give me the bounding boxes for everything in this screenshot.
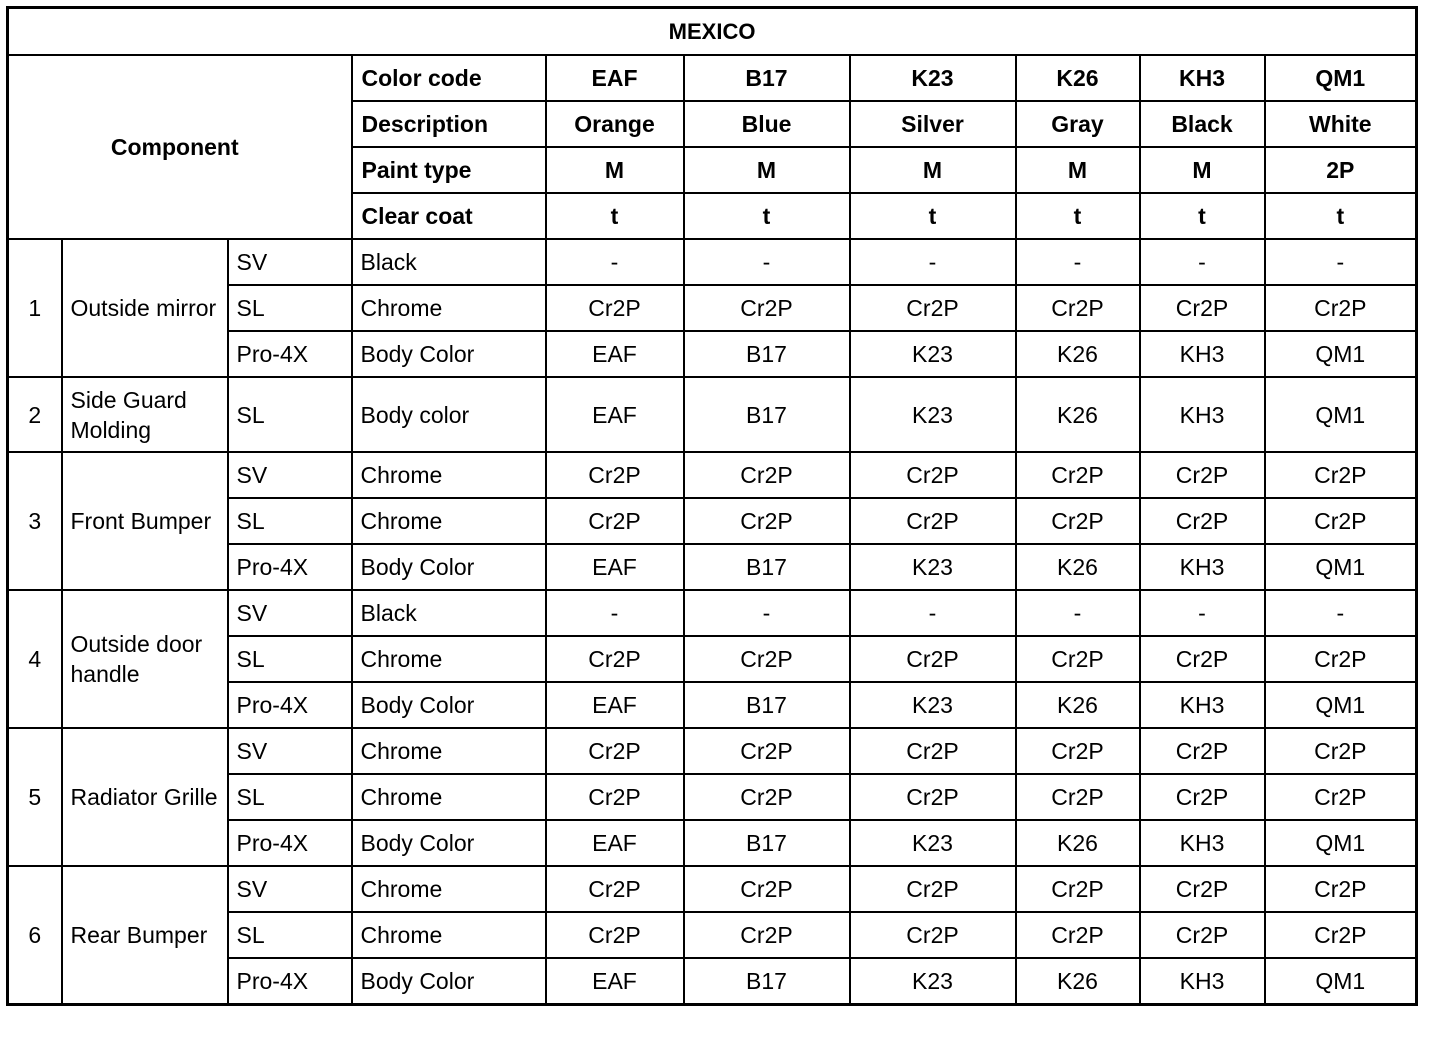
value-cell: - [1016,239,1140,285]
value-cell: Cr2P [684,636,850,682]
header-label: Description [352,101,546,147]
component-name: Outside mirror [62,239,228,377]
header-value: M [684,147,850,193]
value-cell: Cr2P [546,636,684,682]
finish-cell: Body Color [352,544,546,590]
header-label: Clear coat [352,193,546,239]
grade-cell: SL [228,774,352,820]
value-cell: Cr2P [1140,728,1265,774]
finish-cell: Chrome [352,636,546,682]
component-number: 5 [8,728,62,866]
value-cell: Cr2P [850,636,1016,682]
header-value: t [546,193,684,239]
value-cell: Cr2P [1016,636,1140,682]
value-cell: KH3 [1140,331,1265,377]
paint-color-table [6,6,1418,1006]
value-cell: Cr2P [1016,285,1140,331]
header-value: M [1140,147,1265,193]
value-cell: - [546,590,684,636]
value-cell: K23 [850,682,1016,728]
header-value: Silver [850,101,1016,147]
header-value: t [684,193,850,239]
header-value: t [1265,193,1417,239]
value-cell: KH3 [1140,820,1265,866]
value-cell: QM1 [1265,820,1417,866]
value-cell: Cr2P [1140,452,1265,498]
value-cell: Cr2P [850,912,1016,958]
value-cell: EAF [546,958,684,1005]
component-number: 2 [8,377,62,452]
header-value: Gray [1016,101,1140,147]
value-cell: KH3 [1140,544,1265,590]
value-cell: QM1 [1265,682,1417,728]
value-cell: Cr2P [850,774,1016,820]
component-name: Outside door handle [62,590,228,728]
header-value: Black [1140,101,1265,147]
grade-cell: Pro-4X [228,820,352,866]
value-cell: Cr2P [1140,912,1265,958]
value-cell: K23 [850,820,1016,866]
value-cell: B17 [684,682,850,728]
value-cell: Cr2P [1265,728,1417,774]
finish-cell: Chrome [352,285,546,331]
table-row [8,590,1417,636]
value-cell: Cr2P [1016,452,1140,498]
value-cell: KH3 [1140,682,1265,728]
table-body [8,8,1417,1005]
grade-cell: SV [228,452,352,498]
value-cell: - [850,239,1016,285]
value-cell: Cr2P [684,774,850,820]
value-cell: Cr2P [850,285,1016,331]
grade-cell: Pro-4X [228,544,352,590]
header-value: M [546,147,684,193]
value-cell: K26 [1016,958,1140,1005]
value-cell: QM1 [1265,331,1417,377]
value-cell: Cr2P [1265,774,1417,820]
header-value: M [850,147,1016,193]
component-number: 3 [8,452,62,590]
finish-cell: Chrome [352,498,546,544]
value-cell: Cr2P [546,866,684,912]
header-value: KH3 [1140,55,1265,101]
value-cell: Cr2P [1016,866,1140,912]
value-cell: Cr2P [1265,866,1417,912]
value-cell: - [684,239,850,285]
finish-cell: Body color [352,377,546,452]
finish-cell: Body Color [352,820,546,866]
grade-cell: SL [228,377,352,452]
grade-cell: SL [228,636,352,682]
value-cell: QM1 [1265,377,1417,452]
finish-cell: Chrome [352,452,546,498]
value-cell: - [1265,590,1417,636]
value-cell: KH3 [1140,958,1265,1005]
table-title: MEXICO [8,8,1417,56]
finish-cell: Chrome [352,912,546,958]
value-cell: Cr2P [1265,636,1417,682]
header-value: 2P [1265,147,1417,193]
value-cell: B17 [684,544,850,590]
finish-cell: Black [352,590,546,636]
component-name: Radiator Grille [62,728,228,866]
grade-cell: SL [228,912,352,958]
value-cell: EAF [546,377,684,452]
finish-cell: Chrome [352,774,546,820]
value-cell: - [1016,590,1140,636]
value-cell: Cr2P [1265,452,1417,498]
title-row [8,8,1417,56]
grade-cell: SV [228,590,352,636]
value-cell: Cr2P [546,728,684,774]
value-cell: B17 [684,820,850,866]
value-cell: Cr2P [684,498,850,544]
component-number: 6 [8,866,62,1005]
component-name: Front Bumper [62,452,228,590]
value-cell: Cr2P [684,728,850,774]
value-cell: Cr2P [1265,285,1417,331]
value-cell: QM1 [1265,958,1417,1005]
grade-cell: SV [228,728,352,774]
header-value: t [850,193,1016,239]
value-cell: - [1140,239,1265,285]
header-value: t [1016,193,1140,239]
header-value: B17 [684,55,850,101]
value-cell: K23 [850,331,1016,377]
table-row [8,239,1417,285]
value-cell: K23 [850,544,1016,590]
value-cell: B17 [684,331,850,377]
finish-cell: Chrome [352,728,546,774]
table-row [8,728,1417,774]
value-cell: Cr2P [1140,866,1265,912]
value-cell: K26 [1016,331,1140,377]
value-cell: EAF [546,331,684,377]
value-cell: Cr2P [850,452,1016,498]
value-cell: Cr2P [546,774,684,820]
value-cell: K26 [1016,377,1140,452]
value-cell: Cr2P [684,912,850,958]
header-value: EAF [546,55,684,101]
header-value: QM1 [1265,55,1417,101]
value-cell: - [1140,590,1265,636]
finish-cell: Body Color [352,682,546,728]
value-cell: K23 [850,377,1016,452]
value-cell: EAF [546,544,684,590]
value-cell: Cr2P [1265,498,1417,544]
table-row [8,377,1417,452]
header-value: K26 [1016,55,1140,101]
value-cell: Cr2P [684,285,850,331]
value-cell: - [684,590,850,636]
grade-cell: SL [228,285,352,331]
grade-cell: Pro-4X [228,958,352,1005]
grade-cell: SV [228,239,352,285]
grade-cell: Pro-4X [228,682,352,728]
finish-cell: Black [352,239,546,285]
value-cell: Cr2P [684,866,850,912]
grade-cell: SL [228,498,352,544]
value-cell: Cr2P [1265,912,1417,958]
grade-cell: Pro-4X [228,331,352,377]
value-cell: K26 [1016,682,1140,728]
value-cell: B17 [684,377,850,452]
component-number: 1 [8,239,62,377]
header-value: K23 [850,55,1016,101]
value-cell: Cr2P [1140,285,1265,331]
header-label: Paint type [352,147,546,193]
value-cell: K23 [850,958,1016,1005]
component-header: Component [8,55,352,239]
component-name: Side Guard Molding [62,377,228,452]
value-cell: Cr2P [1016,498,1140,544]
finish-cell: Body Color [352,958,546,1005]
component-name: Rear Bumper [62,866,228,1005]
value-cell: QM1 [1265,544,1417,590]
value-cell: Cr2P [546,498,684,544]
value-cell: Cr2P [1140,774,1265,820]
value-cell: EAF [546,820,684,866]
finish-cell: Chrome [352,866,546,912]
value-cell: EAF [546,682,684,728]
table-row [8,866,1417,912]
value-cell: - [850,590,1016,636]
finish-cell: Body Color [352,331,546,377]
value-cell: K26 [1016,820,1140,866]
header-value: White [1265,101,1417,147]
value-cell: Cr2P [684,452,850,498]
table-row [8,452,1417,498]
value-cell: Cr2P [1140,636,1265,682]
grade-cell: SV [228,866,352,912]
header-value: t [1140,193,1265,239]
header-value: M [1016,147,1140,193]
component-number: 4 [8,590,62,728]
value-cell: Cr2P [850,866,1016,912]
value-cell: B17 [684,958,850,1005]
header-value: Blue [684,101,850,147]
value-cell: KH3 [1140,377,1265,452]
value-cell: Cr2P [850,498,1016,544]
value-cell: Cr2P [1016,774,1140,820]
header-row [8,55,1417,101]
header-label: Color code [352,55,546,101]
value-cell: Cr2P [850,728,1016,774]
value-cell: Cr2P [1016,728,1140,774]
value-cell: K26 [1016,544,1140,590]
value-cell: Cr2P [1016,912,1140,958]
header-value: Orange [546,101,684,147]
value-cell: Cr2P [1140,498,1265,544]
value-cell: - [546,239,684,285]
value-cell: Cr2P [546,452,684,498]
value-cell: Cr2P [546,912,684,958]
value-cell: - [1265,239,1417,285]
value-cell: Cr2P [546,285,684,331]
